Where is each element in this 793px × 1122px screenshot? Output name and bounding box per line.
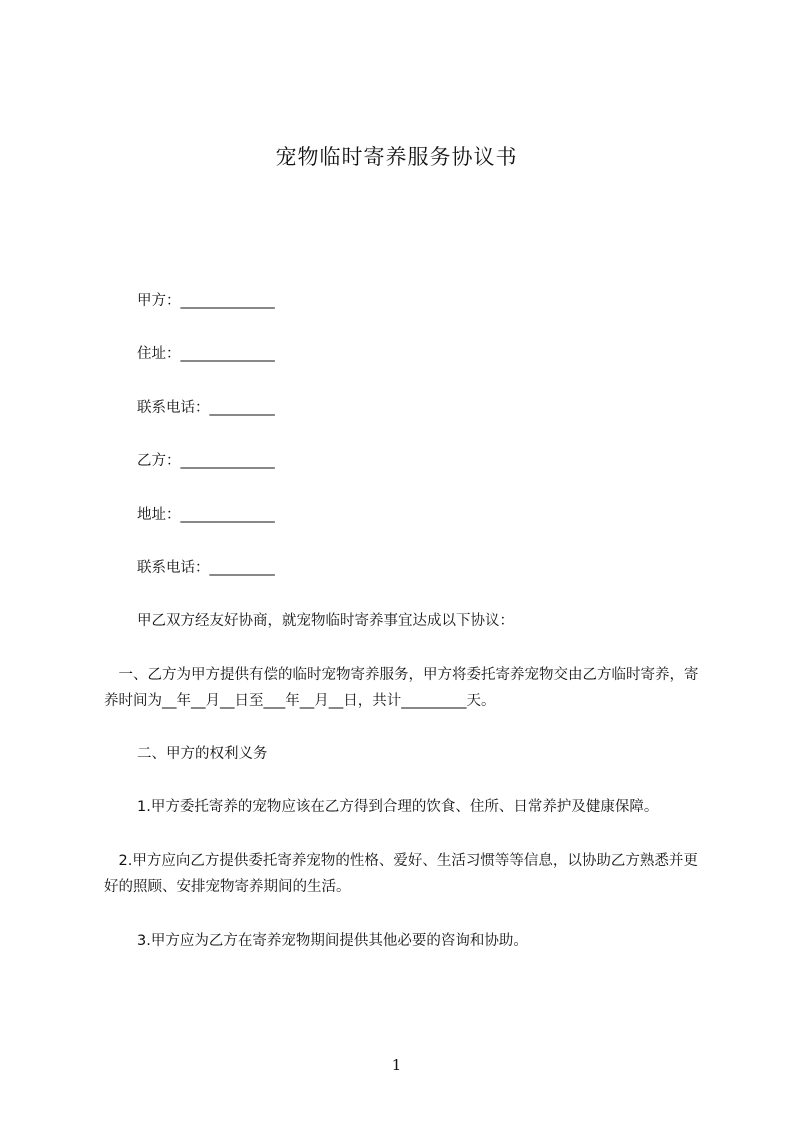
party-b-field: 乙方：_____________ [137, 453, 275, 469]
phone-a-field: 联系电话：_________ [137, 400, 275, 416]
party-a-field: 甲方：_____________ [137, 293, 275, 309]
document-title: 宠物临时寄养服务协议书 [275, 145, 518, 169]
clause-one-paragraph: 一、乙方为甲方提供有偿的临时宠物寄养服务，甲方将委托寄养宠物交由乙方临时寄养，寄养时间为__年__月__日至___年__月__日，共计_________天。 [104, 667, 699, 709]
address-a-field: 住址：_____________ [137, 346, 275, 362]
clause-item-1: 1.甲方委托寄养的宠物应该在乙方得到合理的饮食、住所、日常养护及健康保障。 [137, 799, 659, 815]
intro-paragraph: 甲乙双方经友好协商，就宠物临时寄养事宜达成以下协议： [137, 613, 514, 629]
phone-b-field: 联系电话：_________ [137, 560, 275, 576]
section-two-heading: 二、甲方的权利义务 [137, 746, 268, 762]
clause-item-2: 2.甲方应向乙方提供委托寄养宠物的性格、爱好、生活习惯等等信息，以协助乙方熟悉并更好的照顾、安排宠物寄养期间的生活。 [104, 853, 698, 895]
clause-item-3: 3.甲方应为乙方在寄养宠物期间提供其他必要的咨询和协助。 [137, 933, 528, 949]
page-number: 1 [391, 1056, 402, 1074]
address-b-field: 地址：_____________ [137, 507, 275, 523]
